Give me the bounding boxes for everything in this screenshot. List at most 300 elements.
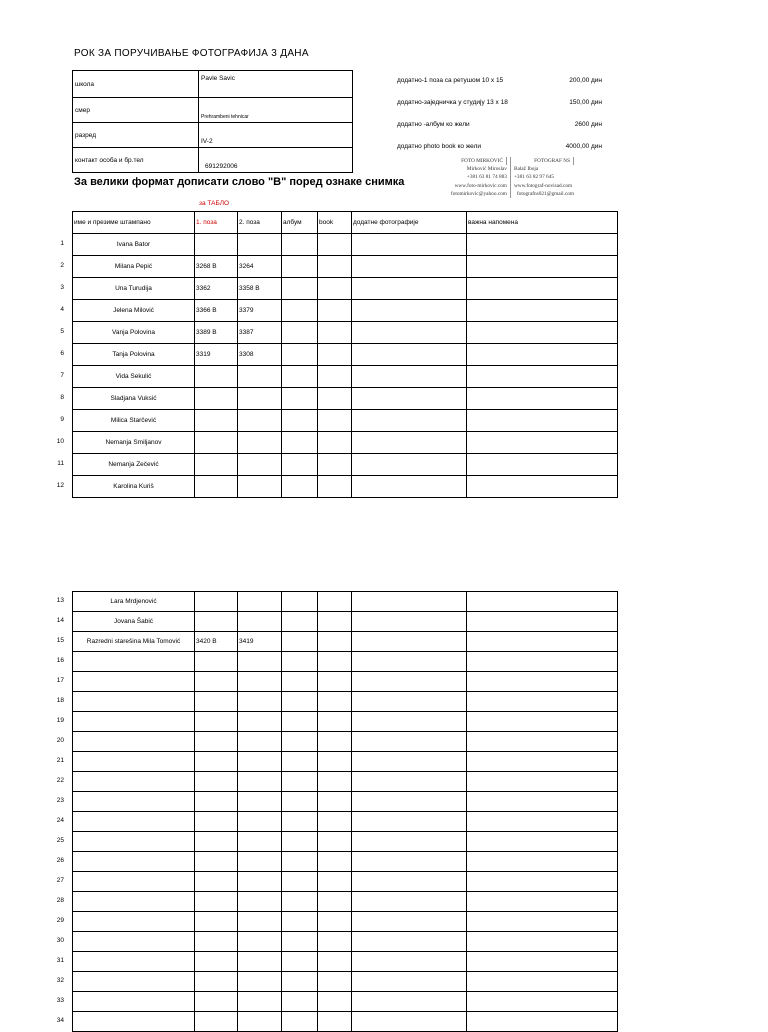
pose-2-cell[interactable] [238, 712, 282, 732]
table-row [73, 344, 618, 366]
name-cell[interactable] [73, 832, 195, 852]
name-cell[interactable] [73, 652, 195, 672]
note-cell[interactable] [467, 278, 618, 300]
table-row [73, 692, 618, 712]
note-cell[interactable] [467, 892, 618, 912]
price-row [397, 114, 602, 136]
note-cell[interactable] [467, 872, 618, 892]
name-cell[interactable] [73, 692, 195, 712]
pose-2-cell[interactable] [238, 1012, 282, 1032]
pose-2-cell[interactable] [238, 912, 282, 932]
book-cell[interactable] [318, 812, 352, 832]
extra-photos-cell[interactable] [352, 322, 467, 344]
pose-2-cell[interactable] [238, 234, 282, 256]
album-cell[interactable] [282, 1012, 318, 1032]
pose-2-cell[interactable]: 3387 [238, 322, 282, 344]
pose-2-cell[interactable]: 3308 [238, 344, 282, 366]
extra-photos-cell[interactable] [352, 592, 467, 612]
album-cell[interactable] [282, 812, 318, 832]
stamp-line: fotografns021@gmail.com [516, 190, 575, 197]
pose-2-cell[interactable]: 3419 [238, 632, 282, 652]
table-row [73, 932, 618, 952]
extra-photos-cell[interactable] [352, 932, 467, 952]
note-cell[interactable] [467, 712, 618, 732]
note-cell[interactable] [467, 256, 618, 278]
book-cell[interactable] [318, 366, 352, 388]
note-cell[interactable] [467, 1012, 618, 1032]
name-cell[interactable] [73, 1012, 195, 1032]
table-row [73, 476, 618, 498]
extra-photos-cell[interactable] [352, 912, 467, 932]
pose-1-cell[interactable] [195, 692, 238, 712]
pose-2-cell[interactable] [238, 852, 282, 872]
pose-2-cell[interactable] [238, 432, 282, 454]
note-cell[interactable] [467, 952, 618, 972]
note-cell[interactable] [467, 672, 618, 692]
stamp-line: www.fotograf-novisad.com [513, 182, 573, 189]
row-number: 24 [56, 817, 64, 824]
info-value[interactable]: 691292006 [199, 148, 353, 173]
info-row-class [73, 123, 353, 148]
name-cell[interactable] [73, 712, 195, 732]
note-cell[interactable] [467, 832, 618, 852]
note-cell[interactable] [467, 632, 618, 652]
book-cell[interactable] [318, 344, 352, 366]
stamp-line: FOTO MIRKOVIĆ [448, 157, 507, 165]
note-cell[interactable] [467, 344, 618, 366]
album-cell[interactable] [282, 410, 318, 432]
pose-2-cell[interactable] [238, 812, 282, 832]
pose-1-cell[interactable] [195, 1012, 238, 1032]
book-cell[interactable] [318, 322, 352, 344]
row-number: 34 [56, 1017, 64, 1024]
pose-1-cell[interactable] [195, 772, 238, 792]
pose-1-cell[interactable] [195, 612, 238, 632]
book-cell[interactable] [318, 712, 352, 732]
name-cell[interactable] [73, 852, 195, 872]
name-cell[interactable] [73, 892, 195, 912]
album-cell[interactable] [282, 992, 318, 1012]
extra-photos-cell[interactable] [352, 432, 467, 454]
pose-1-cell[interactable]: 3366 B [195, 300, 238, 322]
album-cell[interactable] [282, 952, 318, 972]
pose-2-cell[interactable] [238, 752, 282, 772]
extra-photos-cell[interactable] [352, 972, 467, 992]
name-cell[interactable] [73, 912, 195, 932]
album-cell[interactable] [282, 712, 318, 732]
pose-1-cell[interactable] [195, 752, 238, 772]
extra-photos-cell[interactable] [352, 692, 467, 712]
extra-photos-cell[interactable] [352, 772, 467, 792]
name-cell[interactable] [73, 732, 195, 752]
book-cell[interactable] [318, 972, 352, 992]
stamp-left-column [448, 157, 511, 198]
pose-2-cell[interactable] [238, 410, 282, 432]
book-cell[interactable] [318, 892, 352, 912]
pose-1-cell[interactable]: 3268 B [195, 256, 238, 278]
album-cell[interactable] [282, 692, 318, 712]
pose-2-cell[interactable] [238, 454, 282, 476]
pose-2-cell[interactable] [238, 972, 282, 992]
extra-photos-cell[interactable] [352, 278, 467, 300]
book-cell[interactable] [318, 592, 352, 612]
table-row [73, 772, 618, 792]
note-cell[interactable] [467, 592, 618, 612]
book-cell[interactable] [318, 1012, 352, 1032]
pose-1-cell[interactable] [195, 892, 238, 912]
album-cell[interactable] [282, 972, 318, 992]
row-number: 18 [56, 697, 64, 704]
name-cell[interactable] [73, 992, 195, 1012]
extra-photos-cell[interactable] [352, 732, 467, 752]
name-cell[interactable] [73, 772, 195, 792]
extra-photos-cell[interactable] [352, 454, 467, 476]
pose-2-cell[interactable] [238, 872, 282, 892]
pose-2-cell[interactable] [238, 772, 282, 792]
note-cell[interactable] [467, 652, 618, 672]
pose-2-cell[interactable] [238, 652, 282, 672]
album-cell[interactable] [282, 772, 318, 792]
name-cell[interactable] [73, 672, 195, 692]
album-cell[interactable] [282, 592, 318, 612]
header-name: име и презиме штампано [73, 212, 195, 234]
row-number: 31 [56, 957, 64, 964]
info-value[interactable]: IV-2 [199, 123, 353, 148]
book-cell[interactable] [318, 772, 352, 792]
info-value[interactable]: Prehrambeni tehnicar [199, 98, 353, 123]
name-cell[interactable]: Milica Starčević [73, 410, 195, 432]
extra-photos-cell[interactable] [352, 1012, 467, 1032]
extra-photos-cell[interactable] [352, 852, 467, 872]
price-label: додатно photo book ко жели [397, 143, 481, 150]
album-cell[interactable] [282, 278, 318, 300]
table-row [73, 892, 618, 912]
extra-photos-cell[interactable] [352, 632, 467, 652]
info-label: контакт особа и бр.тел [73, 148, 199, 173]
pose-1-cell[interactable] [195, 672, 238, 692]
pose-1-cell[interactable] [195, 234, 238, 256]
price-value: 2600 дин [574, 121, 602, 128]
note-cell[interactable] [467, 812, 618, 832]
book-cell[interactable] [318, 912, 352, 932]
extra-photos-cell[interactable] [352, 366, 467, 388]
table-row [73, 812, 618, 832]
row-number: 12 [56, 482, 64, 489]
note-cell[interactable] [467, 932, 618, 952]
name-cell[interactable] [73, 812, 195, 832]
pose-1-cell[interactable] [195, 592, 238, 612]
album-cell[interactable] [282, 912, 318, 932]
note-cell[interactable] [467, 432, 618, 454]
book-cell[interactable] [318, 454, 352, 476]
pose-1-cell[interactable] [195, 972, 238, 992]
pose-2-cell[interactable] [238, 932, 282, 952]
album-cell[interactable] [282, 732, 318, 752]
book-cell[interactable] [318, 692, 352, 712]
book-cell[interactable] [318, 256, 352, 278]
extra-photos-cell[interactable] [352, 234, 467, 256]
extra-photos-cell[interactable] [352, 672, 467, 692]
table-row [73, 612, 618, 632]
note-cell[interactable] [467, 388, 618, 410]
album-cell[interactable] [282, 792, 318, 812]
book-cell[interactable] [318, 792, 352, 812]
book-cell[interactable] [318, 432, 352, 454]
extra-photos-cell[interactable] [352, 712, 467, 732]
note-cell[interactable] [467, 992, 618, 1012]
pose-2-cell[interactable] [238, 476, 282, 498]
row-number: 25 [56, 837, 64, 844]
pose-2-cell[interactable]: 3358 B [238, 278, 282, 300]
pose-2-cell[interactable] [238, 612, 282, 632]
pose-1-cell[interactable] [195, 932, 238, 952]
name-cell[interactable]: Nemanja Smiljanov [73, 432, 195, 454]
table-row [73, 972, 618, 992]
name-cell[interactable]: Ivana Bator [73, 234, 195, 256]
note-cell[interactable] [467, 912, 618, 932]
pose-2-cell[interactable] [238, 672, 282, 692]
pose-1-cell[interactable]: 3420 B [195, 632, 238, 652]
album-cell[interactable] [282, 752, 318, 772]
note-cell[interactable] [467, 234, 618, 256]
row-number: 6 [60, 350, 64, 357]
book-cell[interactable] [318, 632, 352, 652]
note-cell[interactable] [467, 612, 618, 632]
album-cell[interactable] [282, 832, 318, 852]
pose-2-cell[interactable]: 3379 [238, 300, 282, 322]
pose-1-cell[interactable] [195, 852, 238, 872]
pose-2-cell[interactable]: 3264 [238, 256, 282, 278]
row-number: 23 [56, 797, 64, 804]
extra-photos-cell[interactable] [352, 612, 467, 632]
note-cell[interactable] [467, 692, 618, 712]
book-cell[interactable] [318, 992, 352, 1012]
album-cell[interactable] [282, 256, 318, 278]
album-cell[interactable] [282, 672, 318, 692]
album-cell[interactable] [282, 432, 318, 454]
book-cell[interactable] [318, 932, 352, 952]
price-row [397, 70, 602, 92]
header-extra-photos: додатне фотографије [352, 212, 467, 234]
pose-1-cell[interactable] [195, 832, 238, 852]
big-format-note: За велики формат дописати слово "В" поред ознаке снимка [74, 176, 405, 188]
row-number: 15 [56, 637, 64, 644]
row-number: 11 [57, 460, 64, 467]
pose-1-cell[interactable] [195, 454, 238, 476]
name-cell[interactable] [73, 872, 195, 892]
pose-2-cell[interactable] [238, 732, 282, 752]
book-cell[interactable] [318, 752, 352, 772]
album-cell[interactable] [282, 454, 318, 476]
row-number: 8 [60, 394, 64, 401]
book-cell[interactable] [318, 832, 352, 852]
table-row [73, 852, 618, 872]
pose-2-cell[interactable] [238, 366, 282, 388]
pose-1-cell[interactable] [195, 652, 238, 672]
book-cell[interactable] [318, 732, 352, 752]
album-cell[interactable] [282, 234, 318, 256]
table-row [73, 832, 618, 852]
book-cell[interactable] [318, 388, 352, 410]
extra-photos-cell[interactable] [352, 300, 467, 322]
pose-1-cell[interactable] [195, 792, 238, 812]
name-cell[interactable]: Una Turudija [73, 278, 195, 300]
table-row [73, 366, 618, 388]
name-cell[interactable]: Nemanja Zečević [73, 454, 195, 476]
album-cell[interactable] [282, 300, 318, 322]
note-cell[interactable] [467, 454, 618, 476]
row-number: 22 [56, 777, 64, 784]
name-cell[interactable] [73, 932, 195, 952]
name-cell[interactable]: Sladjana Vuksić [73, 388, 195, 410]
name-cell[interactable]: Lara Mrdjenović [73, 592, 195, 612]
row-number: 26 [56, 857, 64, 864]
pose-2-cell[interactable] [238, 892, 282, 912]
pose-1-cell[interactable]: 3362 [195, 278, 238, 300]
album-cell[interactable] [282, 652, 318, 672]
row-number: 4 [60, 306, 64, 313]
pose-2-cell[interactable] [238, 992, 282, 1012]
table-row [73, 1012, 618, 1032]
pose-2-cell[interactable] [238, 388, 282, 410]
note-cell[interactable] [467, 772, 618, 792]
pose-2-cell[interactable] [238, 592, 282, 612]
name-cell[interactable]: Tanja Polovina [73, 344, 195, 366]
pose-1-cell[interactable] [195, 366, 238, 388]
album-cell[interactable] [282, 366, 318, 388]
note-cell[interactable] [467, 972, 618, 992]
name-cell[interactable]: Jovana Šabić [73, 612, 195, 632]
name-cell[interactable]: Razredni starešina Mila Tomović [73, 632, 195, 652]
header-album: албум [282, 212, 318, 234]
pose-1-cell[interactable] [195, 476, 238, 498]
note-cell[interactable] [467, 366, 618, 388]
row-number: 10 [56, 438, 64, 445]
pose-1-cell[interactable] [195, 732, 238, 752]
name-cell[interactable] [73, 792, 195, 812]
row-number: 20 [56, 737, 64, 744]
pose-1-cell[interactable] [195, 912, 238, 932]
pose-1-cell[interactable]: 3319 [195, 344, 238, 366]
pose-1-cell[interactable] [195, 812, 238, 832]
photographer-stamp [448, 157, 575, 198]
note-cell[interactable] [467, 732, 618, 752]
row-number: 29 [56, 917, 64, 924]
extra-photos-cell[interactable] [352, 410, 467, 432]
book-cell[interactable] [318, 278, 352, 300]
name-cell[interactable] [73, 952, 195, 972]
album-cell[interactable] [282, 476, 318, 498]
pose-1-cell[interactable]: 3389 B [195, 322, 238, 344]
note-cell[interactable] [467, 476, 618, 498]
book-cell[interactable] [318, 476, 352, 498]
extra-photos-cell[interactable] [352, 652, 467, 672]
book-cell[interactable] [318, 672, 352, 692]
extra-photos-cell[interactable] [352, 752, 467, 772]
table-row [73, 322, 618, 344]
album-cell[interactable] [282, 344, 318, 366]
note-cell[interactable] [467, 792, 618, 812]
book-cell[interactable] [318, 300, 352, 322]
book-cell[interactable] [318, 952, 352, 972]
note-cell[interactable] [467, 300, 618, 322]
pose-1-cell[interactable] [195, 952, 238, 972]
book-cell[interactable] [318, 872, 352, 892]
extra-photos-cell[interactable] [352, 256, 467, 278]
pose-1-cell[interactable] [195, 432, 238, 454]
pose-1-cell[interactable] [195, 388, 238, 410]
extra-photos-cell[interactable] [352, 812, 467, 832]
name-cell[interactable] [73, 752, 195, 772]
note-cell[interactable] [467, 852, 618, 872]
pose-2-cell[interactable] [238, 792, 282, 812]
row-number: 1 [60, 240, 64, 247]
book-cell[interactable] [318, 410, 352, 432]
book-cell[interactable] [318, 852, 352, 872]
table-row [73, 752, 618, 772]
book-cell[interactable] [318, 652, 352, 672]
extra-photos-cell[interactable] [352, 344, 467, 366]
info-value[interactable]: Pavle Savic [199, 71, 353, 98]
album-cell[interactable] [282, 892, 318, 912]
name-cell[interactable]: Jelena Milović [73, 300, 195, 322]
album-cell[interactable] [282, 932, 318, 952]
note-cell[interactable] [467, 322, 618, 344]
album-cell[interactable] [282, 872, 318, 892]
extra-photos-cell[interactable] [352, 992, 467, 1012]
book-cell[interactable] [318, 234, 352, 256]
orders-table-top [72, 211, 618, 498]
pose-1-cell[interactable] [195, 872, 238, 892]
extra-photos-cell[interactable] [352, 952, 467, 972]
stamp-line: +381 63 82 97 645 [513, 174, 555, 181]
header-important-note: важна напомена [467, 212, 618, 234]
extra-photos-cell[interactable] [352, 832, 467, 852]
table-row [73, 912, 618, 932]
pose-1-cell[interactable] [195, 992, 238, 1012]
name-cell[interactable]: Karolina Kuriš [73, 476, 195, 498]
extra-photos-cell[interactable] [352, 476, 467, 498]
row-number: 14 [56, 617, 64, 624]
extra-photos-cell[interactable] [352, 872, 467, 892]
row-number: 7 [60, 372, 64, 379]
name-cell[interactable] [73, 972, 195, 992]
album-cell[interactable] [282, 388, 318, 410]
name-cell[interactable]: Milana Pepić [73, 256, 195, 278]
name-cell[interactable]: Vida Sekulić [73, 366, 195, 388]
pose-1-cell[interactable] [195, 712, 238, 732]
pose-2-cell[interactable] [238, 692, 282, 712]
extra-photos-cell[interactable] [352, 892, 467, 912]
extra-photos-cell[interactable] [352, 792, 467, 812]
note-cell[interactable] [467, 752, 618, 772]
pose-2-cell[interactable] [238, 952, 282, 972]
album-cell[interactable] [282, 632, 318, 652]
pose-1-cell[interactable] [195, 410, 238, 432]
extra-photos-cell[interactable] [352, 388, 467, 410]
row-number: 19 [56, 717, 64, 724]
table-row [73, 410, 618, 432]
album-cell[interactable] [282, 322, 318, 344]
album-cell[interactable] [282, 852, 318, 872]
album-cell[interactable] [282, 612, 318, 632]
book-cell[interactable] [318, 612, 352, 632]
info-table [72, 70, 353, 173]
info-label: смер [73, 98, 199, 123]
name-cell[interactable]: Vanja Polovina [73, 322, 195, 344]
pose-2-cell[interactable] [238, 832, 282, 852]
note-cell[interactable] [467, 410, 618, 432]
